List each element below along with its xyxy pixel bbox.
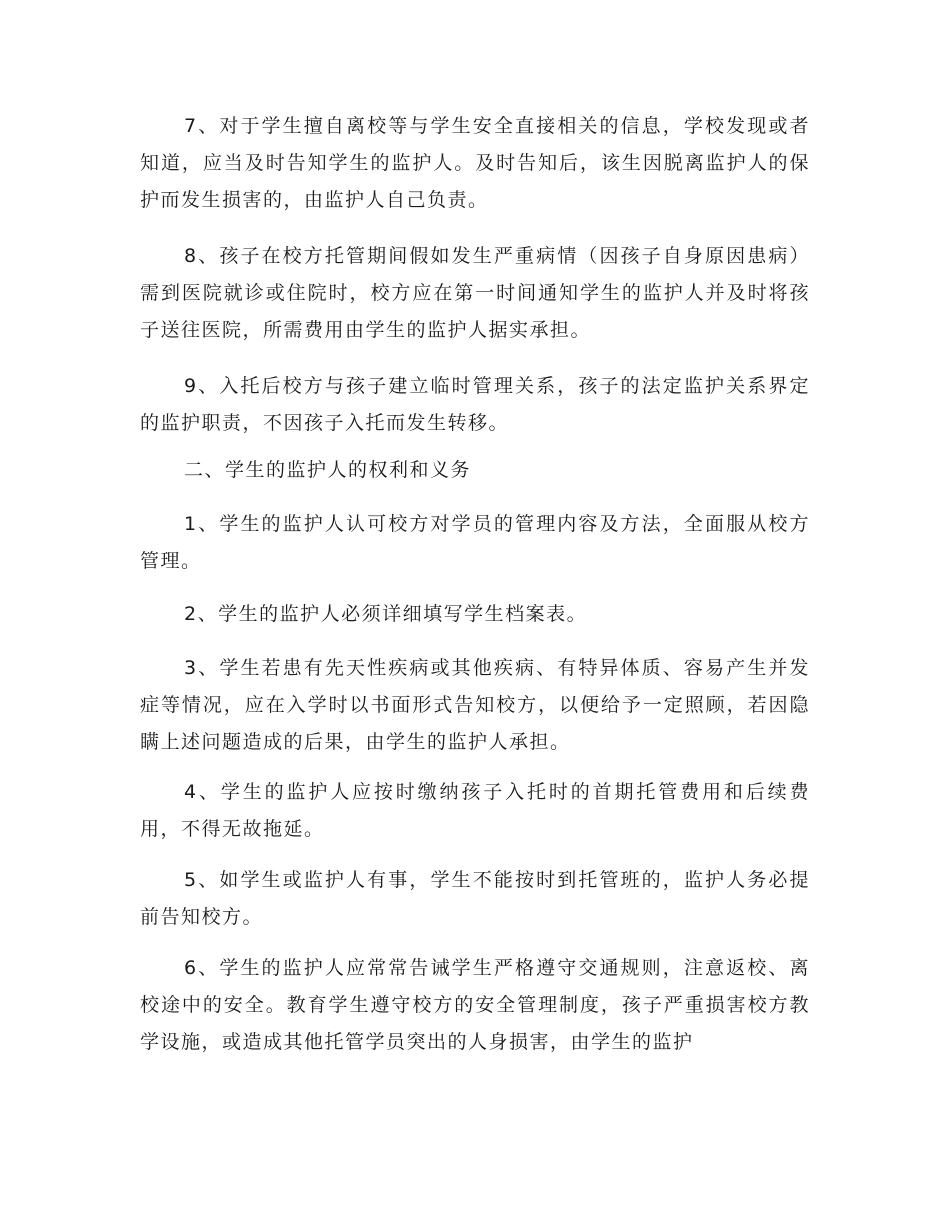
paragraph-item-7: 7、对于学生擅自离校等与学生安全直接相关的信息，学校发现或者知道，应当及时告知学生的监护人。及时告知后，该生因脱离监护人的保护而发生损害的，由监护人自己负责。: [140, 115, 810, 211]
paragraph-item-1: 1、学生的监护人认可校方对学员的管理内容及方法，全面服从校方管理。: [140, 513, 810, 572]
document-page: [140, 0, 810, 1230]
paragraph-item-6: 6、学生的监护人应常常告诫学生严格遵守交通规则，注意返校、离校途中的安全。教育学生遵守校方的安全管理制度，孩子严重损害校方教学设施，或造成其他托管学员突出的人身损害，由学生的监护: [140, 957, 810, 1053]
paragraph-item-9: 9、入托后校方与孩子建立临时管理关系，孩子的法定监护关系界定的监护职责，不因孩子入托而发生转移。: [140, 375, 810, 434]
paragraph-item-5: 5、如学生或监护人有事，学生不能按时到托管班的，监护人务必提前告知校方。: [140, 869, 810, 928]
paragraph-item-8: 8、孩子在校方托管期间假如发生严重病情（因孩子自身原因患病）需到医院就诊或住院时，校方应在第一时间通知学生的监护人并及时将孩子送往医院，所需费用由学生的监护人据实承担。: [140, 245, 810, 341]
paragraph-item-2: 2、学生的监护人必须详细填写学生档案表。: [184, 603, 588, 625]
paragraph-item-3: 3、学生若患有先天性疾病或其他疾病、有特异体质、容易产生并发症等情况，应在入学时以书面形式告知校方，以便给予一定照顾，若因隐瞒上述问题造成的后果，由学生的监护人承担。: [140, 657, 810, 753]
section-heading: 二、学生的监护人的权利和义务: [184, 459, 472, 481]
paragraph-item-4: 4、学生的监护人应按时缴纳孩子入托时的首期托管费用和后续费用，不得无故拖延。: [140, 781, 810, 840]
